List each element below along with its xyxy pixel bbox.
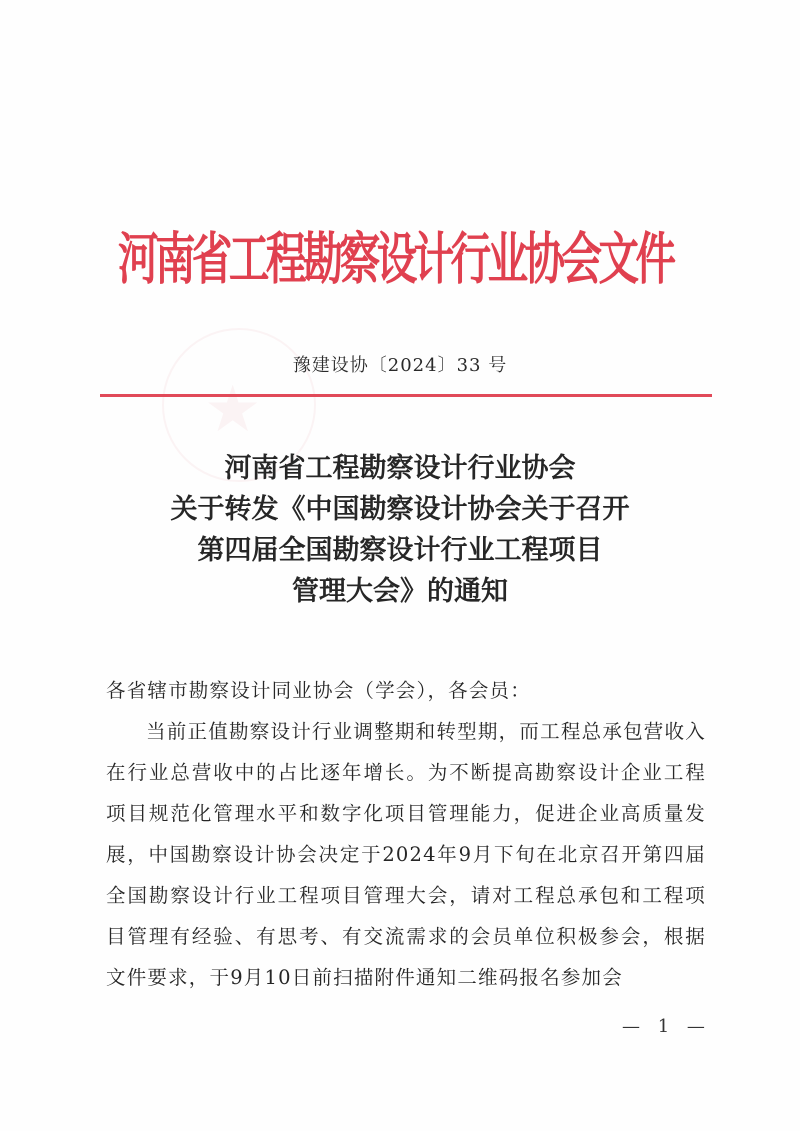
title-line-1: 河南省工程勘察设计行业协会 (224, 453, 576, 484)
document-number: 豫建设协〔2024〕33 号 (292, 355, 508, 376)
title-line-3: 第四届全国勘察设计行业工程项目 (197, 535, 603, 566)
masthead-title: 河南省工程勘察设计行业协会文件 (118, 226, 673, 292)
salutation: 各省辖市勘察设计同业协会（学会），各会员： (106, 679, 531, 702)
red-divider-line (100, 394, 712, 397)
body-paragraph: 当前正值勘察设计行业调整期和转型期，而工程总承包营收入在行业总营收中的占比逐年增长。为不断提高勘察设计企业工程项目规范化管理水平和数字化项目管理能力，促进企业高质量发展，中国勘察设计协会决定于2024年9月下旬在北京召开第四届全国勘察设计行业工程项目管理大会，请对工程总承包和工程项目管理有经验、有思考、有交流需求的会员单位积极参会，根据文件要求，于9月10日前扫描附件通知二维码报名参加会 (106, 720, 706, 989)
title-line-2: 关于转发《中国勘察设计协会关于召开 (170, 494, 630, 525)
title-line-4: 管理大会》的通知 (292, 576, 508, 607)
document-title (0, 448, 800, 612)
page-number: — 1 — (622, 1016, 711, 1037)
star-icon: ★ (204, 373, 262, 447)
document-body (106, 670, 706, 998)
